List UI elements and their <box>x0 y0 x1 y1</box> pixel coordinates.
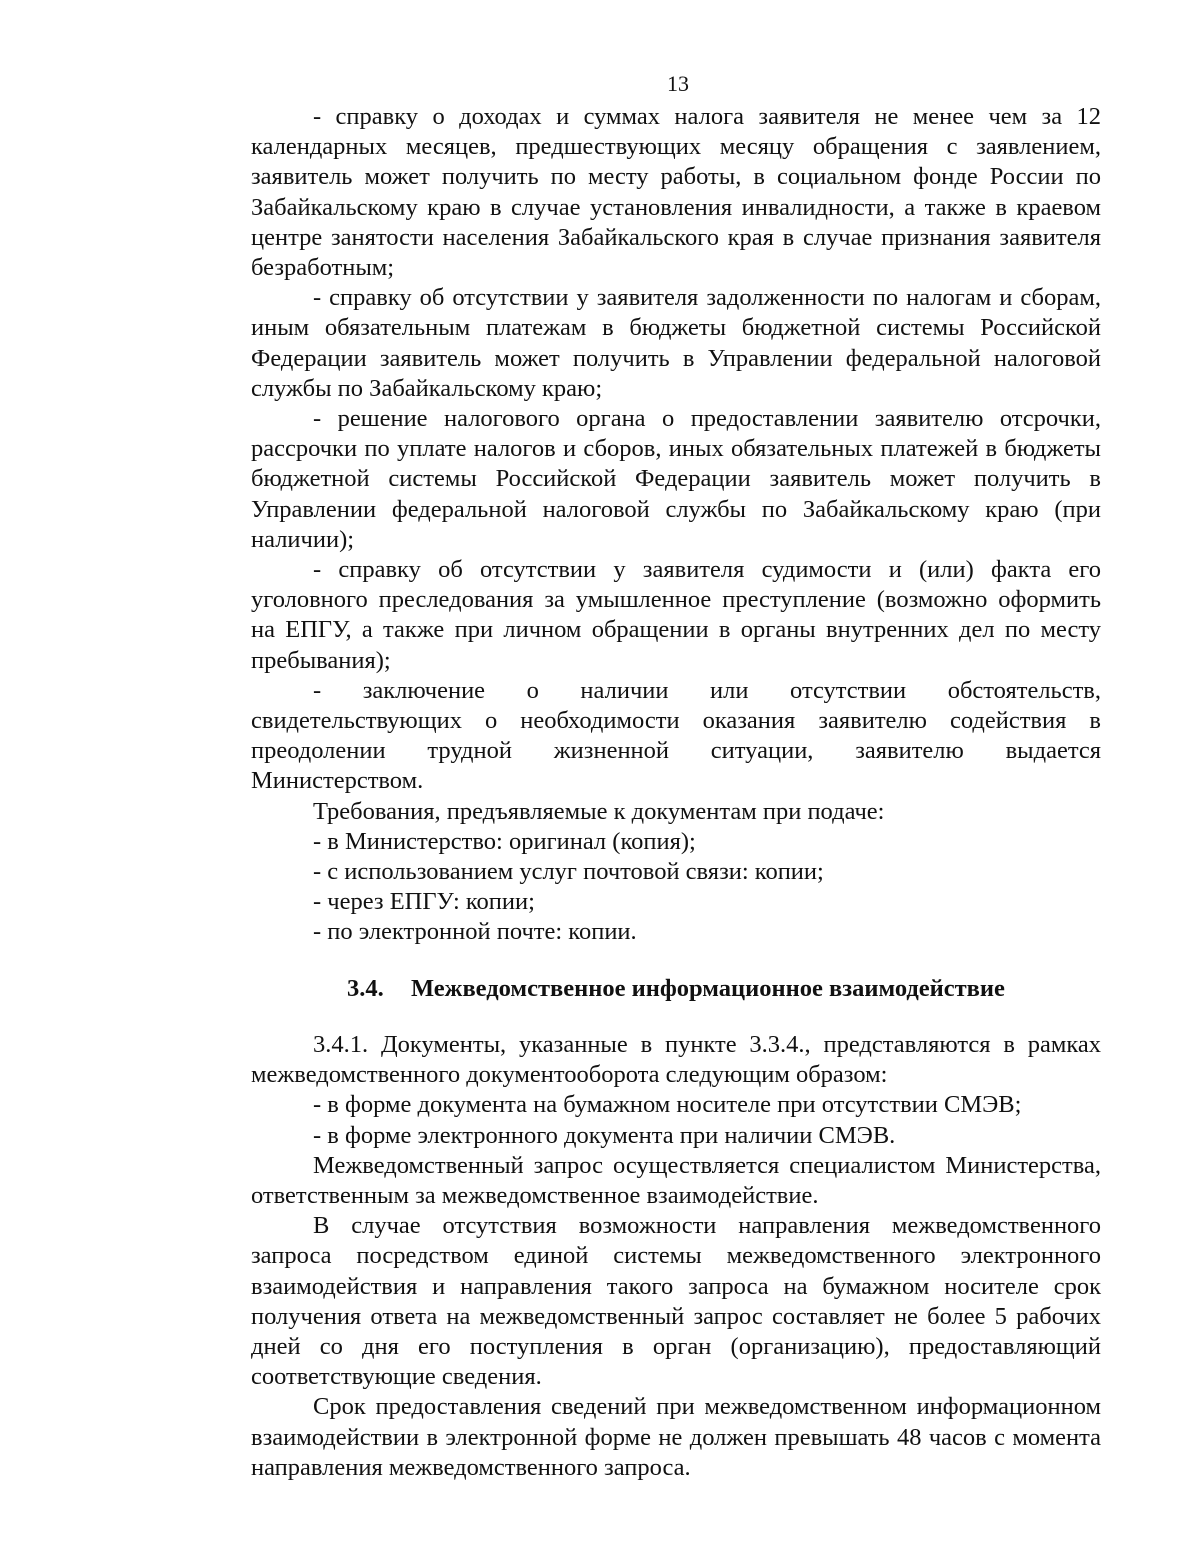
requirement-ministry: - в Министерство: оригинал (копия); <box>313 827 696 855</box>
paragraph-request-specialist: Межведомственный запрос осуществляется специалистом Министерства, ответственным за межведомственное взаимодействие. <box>251 1151 1101 1209</box>
paragraph-paper-form: - в форме документа на бумажном носителе при отсутствии СМЭВ; <box>313 1091 1022 1119</box>
paragraph-tax-debt-certificate: - справку об отсутствии у заявителя задолженности по налогам и сборам, иным обязательным платежам в бюджеты бюджетной системы Российской Федерации заявитель может получить в Управлении федеральной налоговой службы по Забайкальскому краю; <box>251 284 1101 402</box>
requirements-intro: Требования, предъявляемые к документам при подаче: <box>313 797 885 825</box>
paragraph-electronic-form: - в форме электронного документа при наличии СМЭВ. <box>313 1121 896 1149</box>
paragraph-paper-request-deadline: В случае отсутствия возможности направления межведомственного запроса посредством единой системы межведомственного электронного взаимодействия и направления такого запроса на бумажном носителе срок получения ответа на межведомственный запрос составляет не более 5 рабочих дней со дня его поступления в орган (организацию), предоставляющий соответствующие сведения. <box>251 1212 1101 1391</box>
paragraph-electronic-deadline: Срок предоставления сведений при межведомственном информационном взаимодействии в электронной форме не должен превышать 48 часов с момента направления межведомственного запроса. <box>251 1393 1101 1481</box>
section-heading <box>251 974 1101 1004</box>
document-body <box>251 102 1101 1483</box>
paragraph-hardship-conclusion: - заключение о наличии или отсутствии обстоятельств, свидетельствующих о необходимости оказания заявителю содействия в преодолении трудной жизненной ситуации, заявителю выдается Министерством. <box>251 676 1101 795</box>
paragraph-criminal-record-certificate: - справку об отсутствии у заявителя судимости и (или) факта его уголовного преследования за умышленное преступление (возможно оформить на ЕПГУ, а также при личном обращении в органы внутренних дел по месту пребывания); <box>251 556 1101 674</box>
requirement-post: - с использованием услуг почтовой связи: копии; <box>313 858 824 886</box>
page-number: 13 <box>667 71 689 96</box>
paragraph-income-certificate: - справку о доходах и суммах налога заявителя не менее чем за 12 календарных месяцев, предшествующих месяцу обращения с заявлением, заявитель может получить по месту работы, в социальном фонде России по Забайкальскому краю в случае установления инвалидности, а также в краевом центре занятости населения Забайкальского края в случае признания заявителя безработным; <box>251 103 1101 282</box>
paragraph-3-4-1: 3.4.1. Документы, указанные в пункте 3.3.4., представляются в рамках межведомственного документооборота следующим образом: <box>251 1030 1101 1089</box>
requirement-epgu: - через ЕПГУ: копии; <box>313 888 535 916</box>
paragraph-tax-deferral-decision: - решение налогового органа о предоставлении заявителю отсрочки, рассрочки по уплате налогов и сборов, иных обязательных платежей в бюджеты бюджетной системы Российской Федерации заявитель может получить в Управлении федеральной налоговой службы по Забайкальскому краю (при наличии); <box>251 405 1101 553</box>
section-number: 3.4. <box>347 974 384 1002</box>
requirement-email: - по электронной почте: копии. <box>313 918 637 946</box>
section-title: Межведомственное информационное взаимодействие <box>411 974 1005 1002</box>
